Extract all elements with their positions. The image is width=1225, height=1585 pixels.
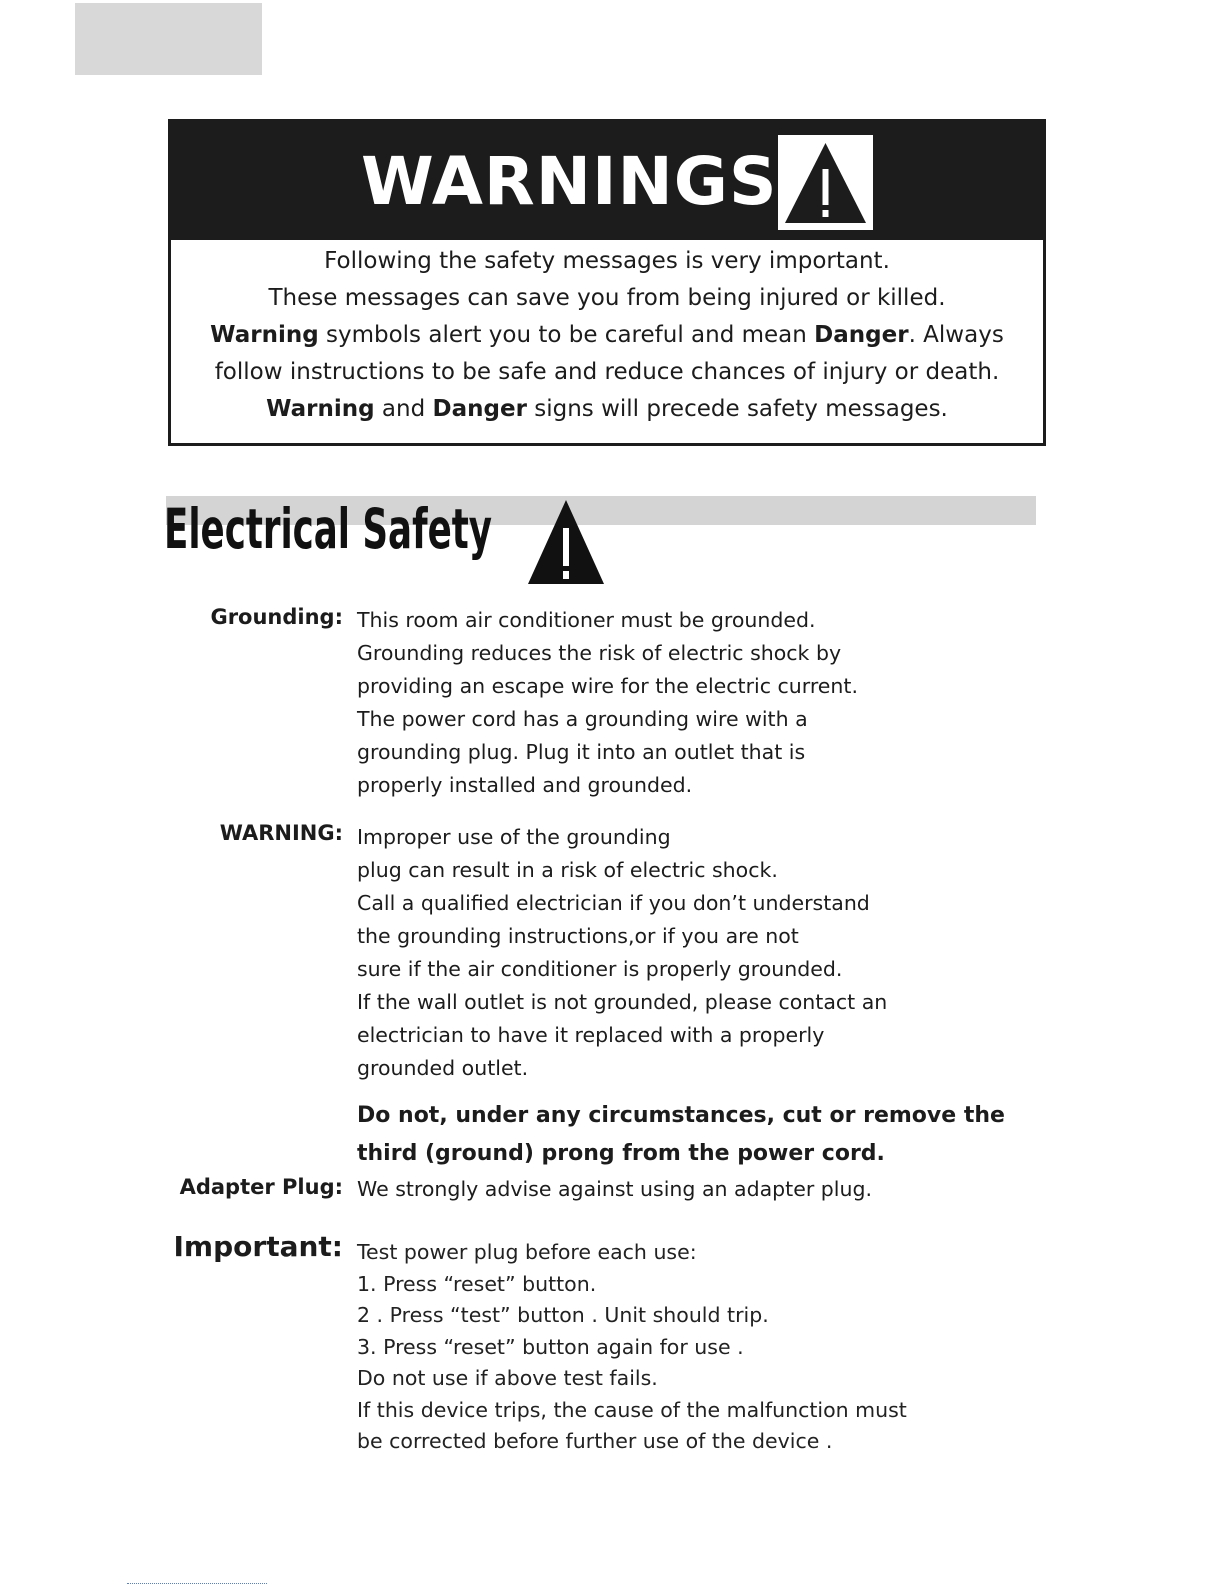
page-corner-tab xyxy=(75,3,262,75)
danger-term: Danger xyxy=(432,396,527,422)
warnings-title: WARNINGS xyxy=(361,143,778,220)
important-text xyxy=(357,1237,907,1458)
warnings-line-3-tail: . Always xyxy=(908,322,1004,348)
text-line: Improper use of the grounding xyxy=(357,825,671,849)
grounding-label: Grounding: xyxy=(210,605,343,629)
text-line: This room air conditioner must be grounded. xyxy=(357,608,816,632)
warnings-line-2: These messages can save you from being injured or killed. xyxy=(268,285,946,311)
text-line: grounding plug. Plug it into an outlet that is xyxy=(357,740,806,764)
warnings-line-5 xyxy=(171,391,1043,428)
warning-term: Warning xyxy=(266,396,375,422)
important-label: Important: xyxy=(173,1230,343,1263)
bold-text-line: Do not, under any circumstances, cut or remove the xyxy=(357,1103,1005,1128)
text-line: sure if the air conditioner is properly grounded. xyxy=(357,957,843,981)
text-line: plug can result in a risk of electric shock. xyxy=(357,858,778,882)
warning-triangle-icon xyxy=(778,135,873,230)
text-line: We strongly advise against using an adapter plug. xyxy=(357,1177,872,1201)
warning-term: Warning xyxy=(210,322,319,348)
warnings-box xyxy=(168,119,1046,446)
text-line: grounded outlet. xyxy=(357,1056,529,1080)
text-line: Grounding reduces the risk of electric shock by xyxy=(357,641,842,665)
text-line: If the wall outlet is not grounded, please contact an xyxy=(357,990,888,1014)
warnings-line-3 xyxy=(171,317,1043,354)
warnings-header xyxy=(171,122,1043,240)
section-title: Electrical Safety xyxy=(164,497,493,561)
warnings-line-1: Following the safety messages is very important. xyxy=(324,248,890,274)
ground-prong-warning xyxy=(357,1097,1005,1173)
bold-text-line: third (ground) prong from the power cord. xyxy=(357,1141,885,1166)
adapter-plug-label: Adapter Plug: xyxy=(179,1175,343,1199)
text-line: electrician to have it replaced with a properly xyxy=(357,1023,825,1047)
danger-term: Danger xyxy=(814,322,909,348)
text-line: the grounding instructions,or if you are not xyxy=(357,924,799,948)
warning-text xyxy=(357,821,887,1085)
text-line: The power cord has a grounding wire with a xyxy=(357,707,808,731)
warnings-line-4: follow instructions to be safe and reduce chances of injury or death. xyxy=(214,359,1000,385)
grounding-text xyxy=(357,604,858,802)
warnings-line-5-text: and xyxy=(374,396,433,422)
text-line: 2 . Press “test” button . Unit should trip. xyxy=(357,1303,769,1327)
warning-label: WARNING: xyxy=(219,821,343,845)
text-line: If this device trips, the cause of the malfunction must xyxy=(357,1397,907,1422)
warnings-body xyxy=(171,243,1043,428)
text-line: 1. Press “reset” button. xyxy=(357,1271,597,1296)
text-line: providing an escape wire for the electric current. xyxy=(357,674,858,698)
warnings-line-3-text: symbols alert you to be careful and mean xyxy=(318,322,815,348)
text-line: Test power plug before each use: xyxy=(357,1240,697,1264)
text-line: 3. Press “reset” button again for use . xyxy=(357,1334,744,1359)
text-line: properly installed and grounded. xyxy=(357,773,693,797)
warnings-line-5-tail: signs will precede safety messages. xyxy=(526,396,948,422)
text-line: Call a qualified electrician if you don’t understand xyxy=(357,891,870,915)
adapter-plug-text xyxy=(357,1173,872,1206)
warning-triangle-icon xyxy=(526,498,606,586)
text-line: be corrected before further use of the device . xyxy=(357,1429,833,1453)
text-line: Do not use if above test fails. xyxy=(357,1366,658,1390)
